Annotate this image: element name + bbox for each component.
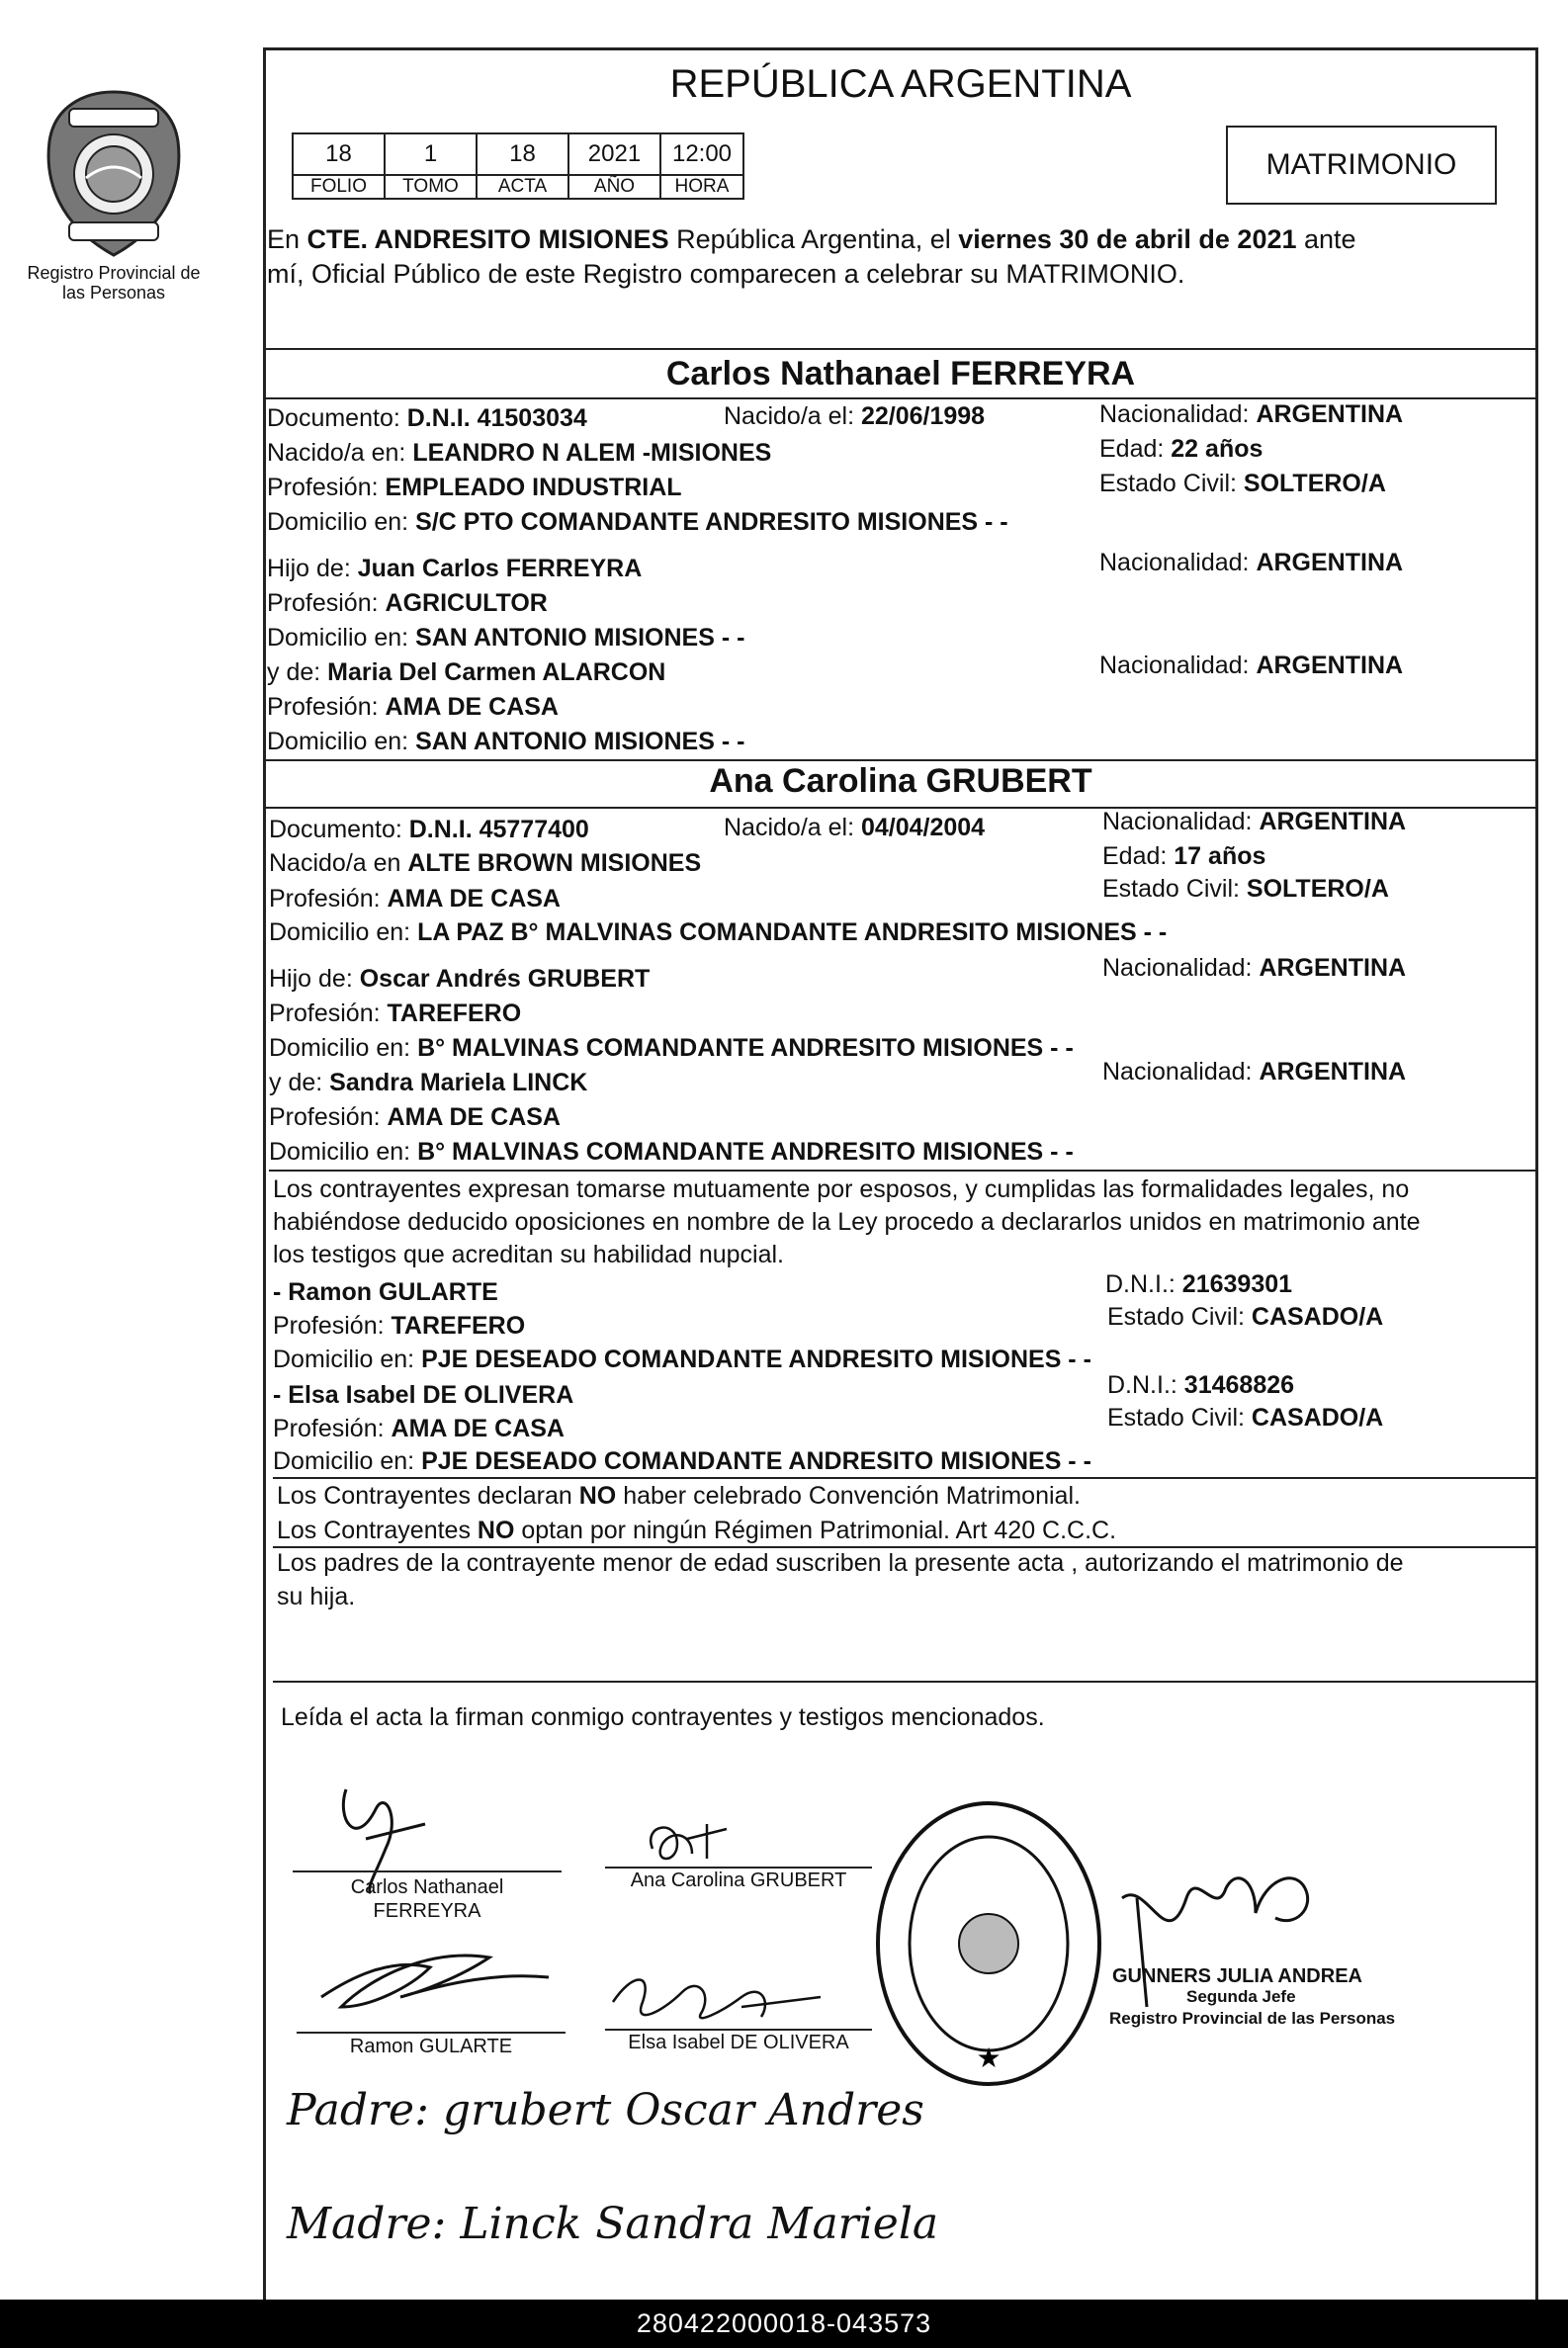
groom-address: Domicilio en: S/C PTO COMANDANTE ANDRESITO MISIONES - - [267, 508, 1008, 536]
official-role: Segunda Jefe [1186, 1987, 1296, 2006]
bride-father-profession: Profesión: TAREFERO [269, 1000, 522, 1027]
divider [273, 1477, 1538, 1479]
registry-stamp-icon [870, 1795, 1107, 2092]
intro-place: CTE. ANDRESITO MISIONES [306, 224, 669, 254]
bride-birthplace: Nacido/a en ALTE BROWN MISIONES [269, 849, 702, 877]
groom-nationality: Nacionalidad: ARGENTINA [1099, 400, 1404, 428]
witness-1-signature-line [297, 2032, 566, 2034]
bride-name: Ana Carolina GRUBERT [709, 762, 1092, 800]
ano-value: 2021 [568, 133, 660, 175]
bride-address: Domicilio en: LA PAZ B° MALVINAS COMANDANTE ANDRESITO MISIONES - - [269, 918, 1168, 946]
parents-note-line-2: su hija. [277, 1583, 356, 1610]
groom-birthdate: Nacido/a el: 22/06/1998 [724, 402, 986, 430]
acta-label: ACTA [477, 175, 568, 199]
bride-mother-nationality: Nacionalidad: ARGENTINA [1102, 1058, 1407, 1086]
divider [273, 1681, 1538, 1683]
bride-father-address: Domicilio en: B° MALVINAS COMANDANTE ANDRESITO MISIONES - - [269, 1034, 1074, 1062]
ano-label: AÑO [568, 175, 660, 199]
intro-line-2: mí, Oficial Público de este Registro comparecen a celebrar su MATRIMONIO. [267, 259, 1185, 289]
official-org: Registro Provincial de las Personas [1109, 2009, 1396, 2028]
witness-2-signature-label: Elsa Isabel DE OLIVERA [628, 2032, 849, 2053]
intro-date: viernes 30 de abril de 2021 [958, 224, 1297, 254]
groom-mother-address: Domicilio en: SAN ANTONIO MISIONES - - [267, 728, 745, 755]
witness-1-name: - Ramon GULARTE [273, 1278, 498, 1306]
groom-father: Hijo de: Juan Carlos FERREYRA [267, 555, 643, 582]
convention-line-2: Los Contrayentes NO optan por ningún Régimen Patrimonial. Art 420 C.C.C. [277, 1517, 1117, 1544]
hora-value: 12:00 [660, 133, 743, 175]
groom-signature-label: Carlos Nathanael FERREYRA [350, 1876, 504, 1922]
groom-name: Carlos Nathanael FERREYRA [665, 355, 1136, 392]
document-title: REPÚBLICA ARGENTINA [669, 62, 1132, 106]
registry-logo [40, 87, 188, 260]
logo-caption: Registro Provincial de las Personas [27, 263, 201, 303]
bride-signature [633, 1814, 741, 1873]
groom-civil-status: Estado Civil: SOLTERO/A [1099, 470, 1386, 497]
witness-2-profession: Profesión: AMA DE CASA [273, 1415, 565, 1442]
tomo-value: 1 [385, 133, 477, 175]
closing-statement: Leída el acta la firman conmigo contrayentes y testigos mencionados. [281, 1703, 1045, 1731]
bride-mother: y de: Sandra Mariela LINCK [269, 1069, 588, 1096]
witness-1-signature [311, 1938, 559, 2027]
intro-line-1: En CTE. ANDRESITO MISIONES República Argentina, el viernes 30 de abril de 2021 ante [267, 224, 1356, 254]
bride-father: Hijo de: Oscar Andrés GRUBERT [269, 965, 651, 993]
groom-father-nationality: Nacionalidad: ARGENTINA [1099, 549, 1404, 576]
document-code-bar: 280422000018-043573 [0, 2300, 1568, 2348]
witness-2-address: Domicilio en: PJE DESEADO COMANDANTE ANDRESITO MISIONES - - [273, 1447, 1091, 1475]
witness-1-address: Domicilio en: PJE DESEADO COMANDANTE ANDRESITO MISIONES - - [273, 1346, 1091, 1373]
folio-value: 18 [293, 133, 385, 175]
declaration-line-2: habiéndose deducido oposiciones en nombre de la Ley procedo a declararlos unidos en matrimonio ante [273, 1208, 1421, 1236]
acta-value: 18 [477, 133, 568, 175]
groom-document: Documento: D.N.I. 41503034 [267, 404, 587, 432]
father-handwritten-signature: Padre: grubert Oscar Andres [287, 2085, 924, 2135]
groom-mother-profession: Profesión: AMA DE CASA [267, 693, 559, 721]
bride-birthdate: Nacido/a el: 04/04/2004 [724, 814, 986, 841]
witness-1-civil-status: Estado Civil: CASADO/A [1107, 1303, 1384, 1331]
folio-label: FOLIO [293, 175, 385, 199]
bride-age: Edad: 17 años [1102, 842, 1266, 870]
parents-note-line-1: Los padres de la contrayente menor de edad suscriben la presente acta , autorizando el matrimonio de [277, 1549, 1404, 1577]
convention-line-1: Los Contrayentes declaran NO haber celebrado Convención Matrimonial. [277, 1482, 1081, 1510]
witness-1-signature-label: Ramon GULARTE [349, 2036, 513, 2057]
seal-icon [40, 87, 188, 260]
tomo-label: TOMO [385, 175, 477, 199]
bride-father-nationality: Nacionalidad: ARGENTINA [1102, 954, 1407, 982]
act-type-box: MATRIMONIO [1226, 126, 1497, 205]
svg-text:★: ★ [976, 2043, 1002, 2073]
declaration-line-1: Los contrayentes expresan tomarse mutuamente por esposos, y cumplidas las formalidades legales, no [273, 1175, 1410, 1203]
groom-mother-nationality: Nacionalidad: ARGENTINA [1099, 652, 1404, 679]
groom-profession: Profesión: EMPLEADO INDUSTRIAL [267, 474, 682, 501]
witness-2-civil-status: Estado Civil: CASADO/A [1107, 1404, 1384, 1432]
bride-civil-status: Estado Civil: SOLTERO/A [1102, 875, 1389, 903]
witness-2-name: - Elsa Isabel DE OLIVERA [273, 1381, 574, 1409]
groom-mother: y de: Maria Del Carmen ALARCON [267, 658, 666, 686]
divider [263, 348, 1538, 350]
groom-signature-line [293, 1870, 562, 1872]
official-name: GUNNERS JULIA ANDREA [1112, 1965, 1362, 1987]
hora-label: HORA [660, 175, 743, 199]
witness-2-dni: D.N.I.: 31468826 [1107, 1371, 1295, 1399]
groom-father-address: Domicilio en: SAN ANTONIO MISIONES - - [267, 624, 745, 652]
bride-signature-label: Ana Carolina GRUBERT [630, 1870, 847, 1891]
bride-nationality: Nacionalidad: ARGENTINA [1102, 808, 1407, 835]
bride-document: Documento: D.N.I. 45777400 [269, 816, 589, 843]
mother-handwritten-signature: Madre: Linck Sandra Mariela [287, 2199, 939, 2249]
declaration-line-3: los testigos que acreditan su habilidad nupcial. [273, 1241, 785, 1268]
groom-father-profession: Profesión: AGRICULTOR [267, 589, 548, 617]
witness-1-dni: D.N.I.: 21639301 [1105, 1270, 1293, 1298]
witness-1-profession: Profesión: TAREFERO [273, 1312, 526, 1340]
bride-profession: Profesión: AMA DE CASA [269, 885, 561, 913]
groom-birthplace: Nacido/a en: LEANDRO N ALEM -MISIONES [267, 439, 772, 467]
divider [269, 1170, 1538, 1172]
bride-mother-profession: Profesión: AMA DE CASA [269, 1103, 561, 1131]
groom-age: Edad: 22 años [1099, 435, 1263, 463]
bride-mother-address: Domicilio en: B° MALVINAS COMANDANTE ANDRESITO MISIONES - - [269, 1138, 1074, 1166]
registry-table [292, 132, 744, 200]
